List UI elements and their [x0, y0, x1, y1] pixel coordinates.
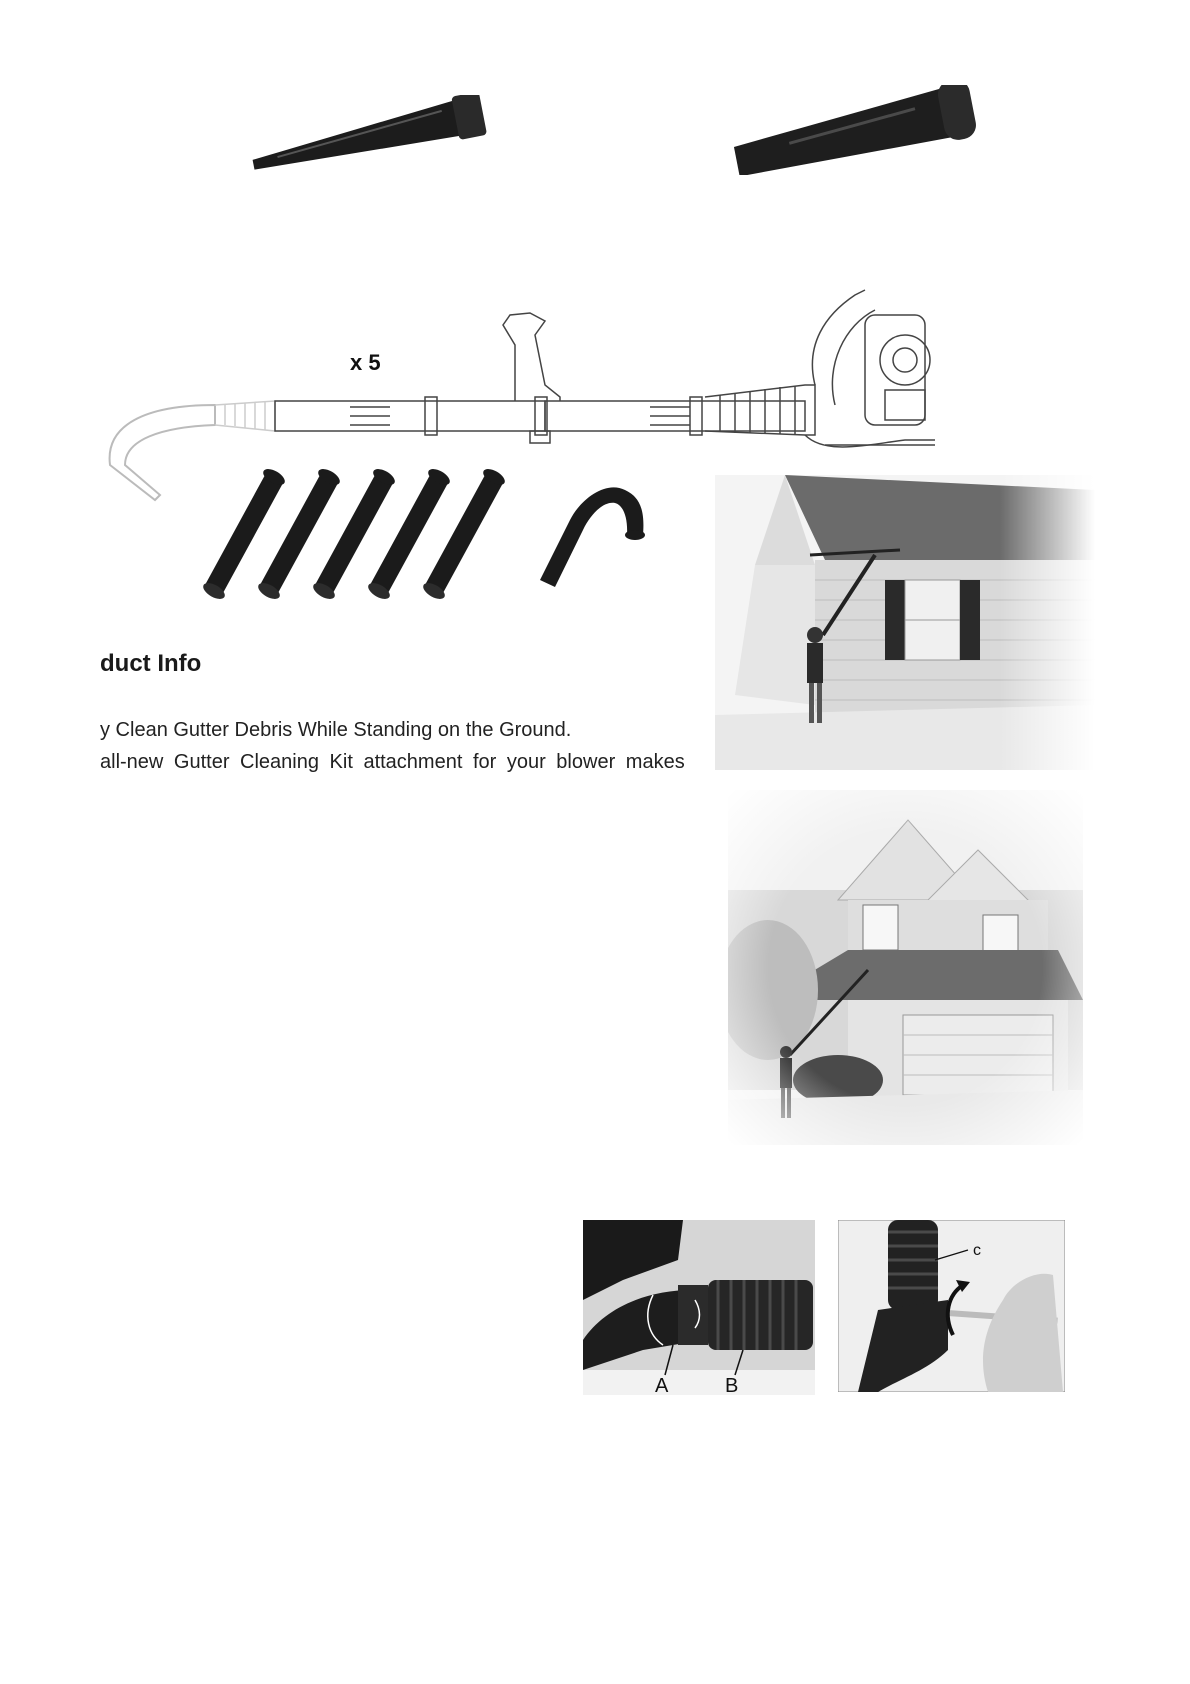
- paragraph-line-2: all-new Gutter Cleaning Kit attachment for your blower makes: [100, 751, 685, 773]
- label-b: B: [725, 1375, 739, 1395]
- multiplier-label: x 5: [350, 350, 381, 375]
- clamp-screw-photo: [838, 1220, 1065, 1392]
- house-photo-two-storey: [728, 790, 1083, 1145]
- house-photo-gutter-cleaning: [715, 475, 1095, 770]
- section-heading: duct Info: [100, 650, 202, 677]
- wide-nozzle-icon: [728, 85, 988, 175]
- hose-connection-photo: [583, 1220, 815, 1395]
- label-c: c: [973, 1242, 981, 1259]
- paragraph-line-1: y Clean Gutter Debris While Standing on the Ground.: [100, 719, 572, 741]
- label-a: A: [655, 1375, 669, 1395]
- tapered-tube-icon: [245, 95, 495, 175]
- curved-gutter-nozzle-icon: [540, 487, 645, 587]
- extension-tubes-row: [195, 465, 685, 605]
